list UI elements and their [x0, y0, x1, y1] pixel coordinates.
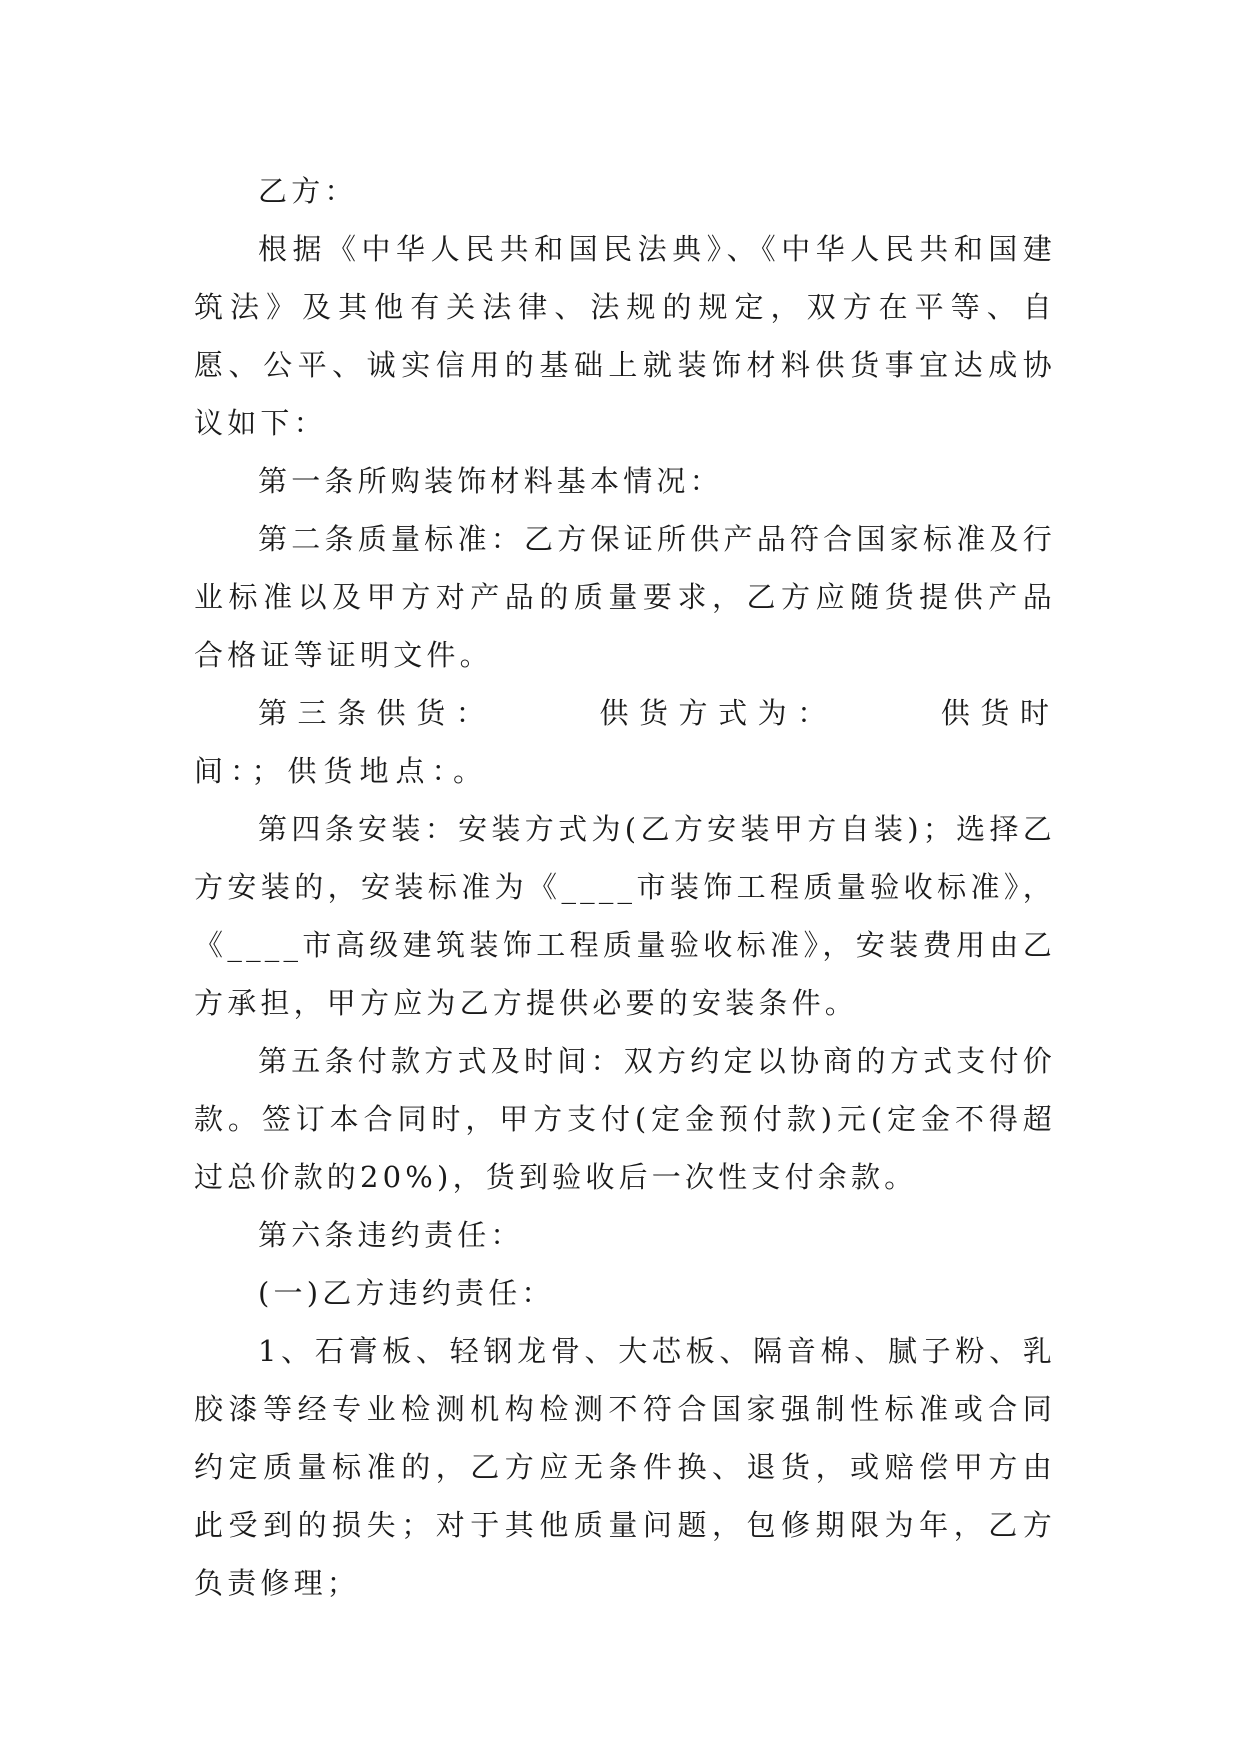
article-4-paragraph: 第四条安装：安装方式为(乙方安装甲方自装)；选择乙方安装的，安装标准为《____市装饰工程质量验收标准》，《____市高级建筑装饰工程质量验收标准》，安装费用由乙方承担，甲方应为乙方提供必要的安装条件。 [194, 812, 1056, 1020]
article-6-paragraph: 第六条违约责任： [258, 1218, 524, 1252]
party-b-line: 乙方： [258, 174, 358, 208]
article-2-paragraph: 第二条质量标准：乙方保证所供产品符合国家标准及行业标准以及甲方对产品的质量要求，乙方应随货提供产品合格证等证明文件。 [194, 522, 1056, 672]
preamble-paragraph: 根据《中华人民共和国民法典》、《中华人民共和国建筑法》及其他有关法律、法规的规定，双方在平等、自愿、公平、诚实信用的基础上就装饰材料供货事宜达成协议如下： [194, 232, 1056, 440]
article-3-paragraph: 第三条供货： 供货方式为： 供货时间：；供货地点：。 [194, 696, 1056, 788]
party-b-liability-heading: (一)乙方违约责任： [258, 1276, 555, 1310]
liability-item-1-paragraph: 1、石膏板、轻钢龙骨、大芯板、隔音棉、腻子粉、乳胶漆等经专业检测机构检测不符合国家强制性标准或合同约定质量标准的，乙方应无条件换、退货，或赔偿甲方由此受到的损失；对于其他质量问题，包修期限为年，乙方负责修理； [194, 1334, 1056, 1600]
document-body [194, 162, 1056, 1612]
article-5-paragraph: 第五条付款方式及时间：双方约定以协商的方式支付价款。签订本合同时，甲方支付(定金预付款)元(定金不得超过总价款的20%)，货到验收后一次性支付余款。 [194, 1044, 1056, 1194]
article-1-paragraph: 第一条所购装饰材料基本情况： [258, 464, 723, 498]
